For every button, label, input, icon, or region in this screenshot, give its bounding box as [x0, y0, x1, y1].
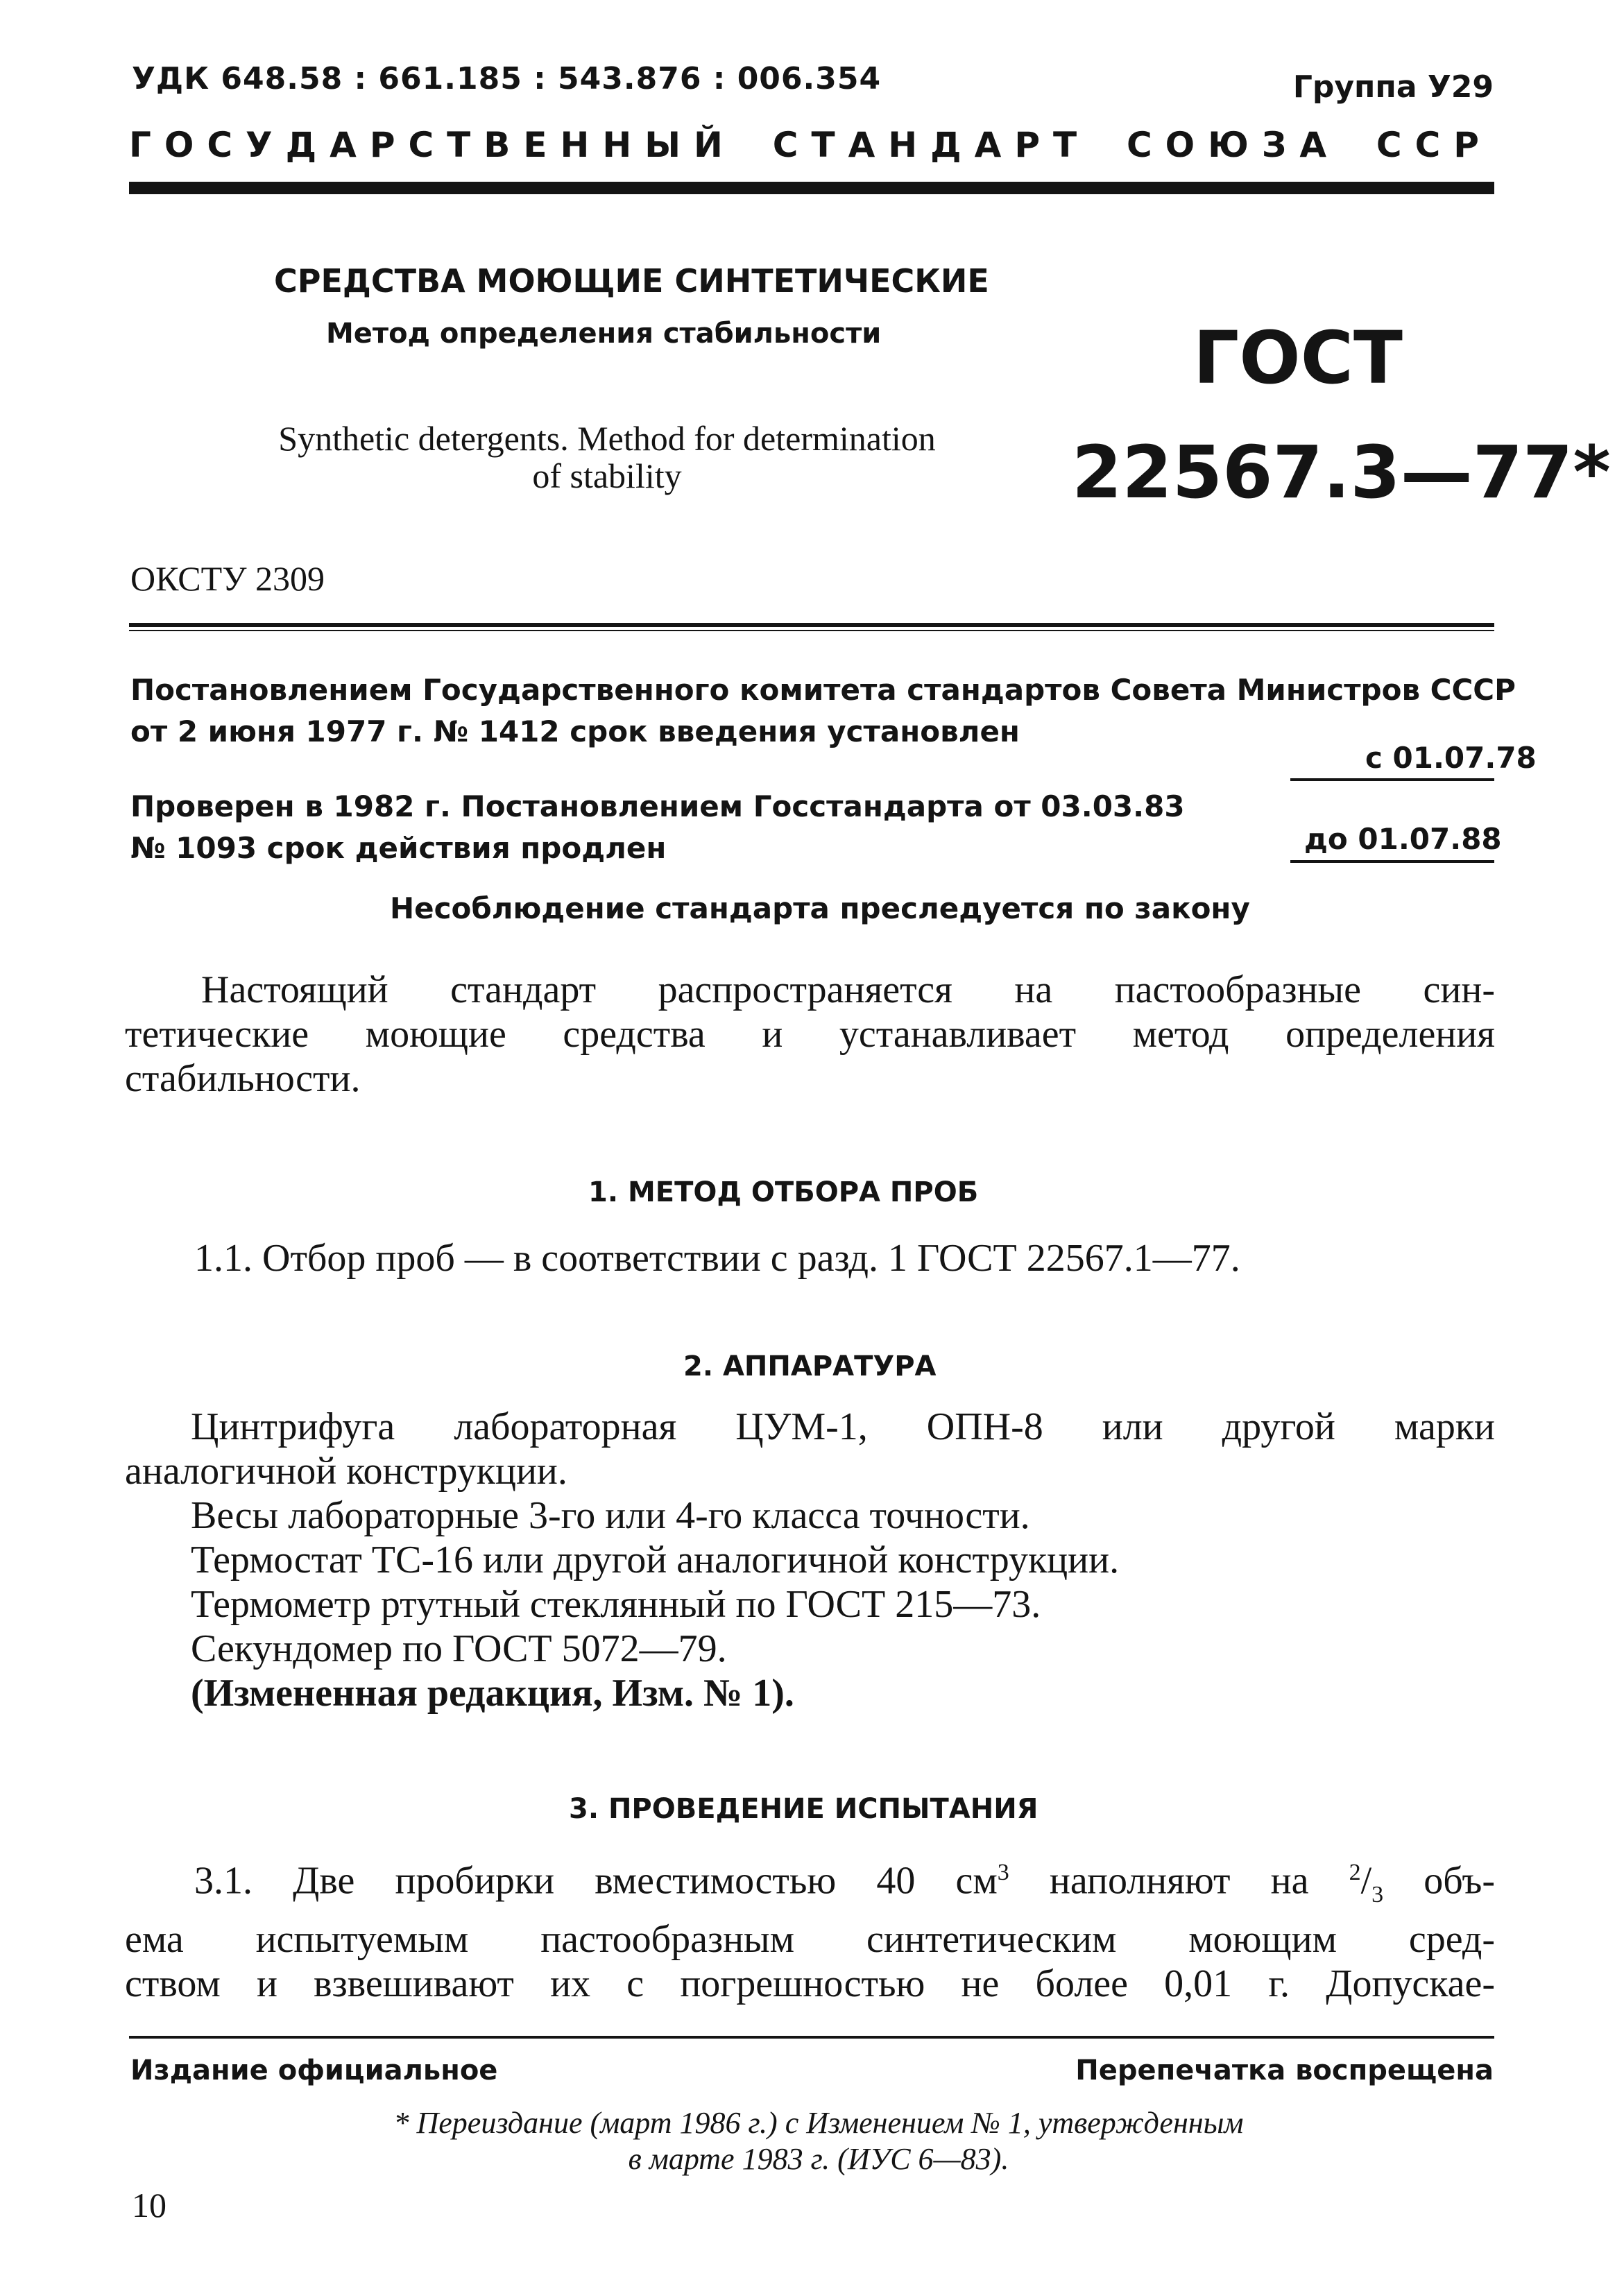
section-3-heading: 3. ПРОВЕДЕНИЕ ИСПЫТАНИЯ — [569, 1793, 1038, 1825]
resolution-text — [130, 669, 1516, 753]
reprint-prohibited-label: Перепечатка воспрещена — [1075, 2055, 1494, 2086]
english-title — [215, 420, 999, 495]
title-divider-thin — [129, 630, 1494, 631]
section-3-line-1-b: наполняют на — [1009, 1859, 1349, 1903]
intro-line-3: стабильности. — [125, 1057, 361, 1100]
apparatus-line-2: аналогичной конструкции. — [125, 1450, 567, 1493]
section-1-paragraph: 1.1. Отбор проб — в соответствии с разд. 1 ГОСТ 22567.1—77. — [194, 1237, 1240, 1280]
intro-paragraph — [125, 968, 1495, 1101]
effective-date-rule — [1290, 778, 1494, 781]
fraction-denominator: 3 — [1371, 1881, 1384, 1908]
intro-line-1: Настоящий стандарт распространяется на пастообразные син- — [201, 968, 1495, 1011]
document-subtitle: Метод определения стабильности — [326, 318, 882, 350]
oksty-code: ОКСТУ 2309 — [130, 559, 325, 598]
checked-line-2: № 1093 срок действия продлен — [130, 831, 667, 865]
banner-word-2: СТАНДАРТ — [772, 125, 1091, 165]
intro-line-2: тетические моющие средства и устанавливает метод определения — [125, 1013, 1495, 1056]
section-3-line-1-a: 3.1. Две пробирки вместимостью 40 см — [194, 1859, 998, 1903]
section-3-line-3: ством и взвешивают их с погрешностью не более 0,01 г. Допускае- — [125, 1962, 1495, 2005]
resolution-line-1: Постановлением Государственного комитета стандартов Совета Министров СССР — [130, 673, 1516, 707]
apparatus-line-4: Термостат ТС-16 или другой аналогичной конструкции. — [191, 1538, 1120, 1581]
checked-line-1: Проверен в 1982 г. Постановлением Госстандарта от 03.03.83 — [130, 789, 1185, 823]
checked-text — [130, 786, 1185, 869]
official-edition-label: Издание официальное — [130, 2055, 498, 2086]
footer-rule — [129, 2036, 1494, 2039]
state-standard-banner — [129, 125, 1492, 165]
section-3-paragraph — [125, 1851, 1495, 2006]
banner-word-4: ССР — [1376, 125, 1492, 165]
apparatus-list — [125, 1405, 1495, 1715]
fraction-numerator: 2 — [1349, 1860, 1361, 1885]
expiry-date: до 01.07.88 — [1304, 822, 1502, 856]
fraction-slash: / — [1360, 1859, 1372, 1903]
page-number: 10 — [132, 2186, 166, 2224]
group-code: Группа У29 — [1292, 69, 1494, 105]
reissue-footnote — [264, 2105, 1374, 2177]
gost-number: 22567.3—77* — [1072, 430, 1611, 515]
cm3-superscript: 3 — [997, 1860, 1009, 1885]
gost-label: ГОСТ — [1193, 316, 1403, 400]
document-title: СРЕДСТВА МОЮЩИЕ СИНТЕТИЧЕСКИЕ — [274, 262, 989, 300]
english-title-line-2: of stability — [532, 456, 682, 495]
footnote-line-1: * Переиздание (март 1986 г.) с Изменением № 1, утвержденным — [393, 2106, 1244, 2140]
banner-word-3: СОЮЗА — [1126, 125, 1340, 165]
apparatus-line-5: Термометр ртутный стеклянный по ГОСТ 215—73. — [191, 1583, 1041, 1626]
effective-date: с 01.07.78 — [1365, 741, 1537, 775]
header-thick-rule — [129, 182, 1494, 194]
title-divider — [129, 623, 1494, 627]
expiry-date-rule — [1290, 860, 1494, 863]
section-3-line-2: ема испытуемым пастообразным синтетическим моющим сред- — [125, 1917, 1495, 1961]
apparatus-line-3: Весы лабораторные 3-го или 4-го класса точности. — [191, 1494, 1030, 1537]
apparatus-line-1: Цинтрифуга лабораторная ЦУМ-1, ОПН-8 или другой марки — [191, 1405, 1495, 1448]
section-2-heading: 2. АППАРАТУРА — [683, 1351, 937, 1382]
resolution-line-2: от 2 июня 1977 г. № 1412 срок введения установлен — [130, 714, 1020, 748]
legal-notice: Несоблюдение стандарта преследуется по закону — [390, 891, 1250, 925]
section-3-line-1-c: объ- — [1383, 1859, 1495, 1903]
udk-code: УДК 648.58 : 661.185 : 543.876 : 006.354 — [132, 61, 882, 96]
english-title-line-1: Synthetic detergents. Method for determination — [278, 419, 936, 458]
section-1-heading: 1. МЕТОД ОТБОРА ПРОБ — [588, 1176, 979, 1208]
banner-word-1: ГОСУДАРСТВЕННЫЙ — [129, 125, 736, 165]
apparatus-line-6: Секундомер по ГОСТ 5072—79. — [191, 1627, 727, 1670]
section-3-line-1 — [125, 1851, 1495, 1917]
amendment-note: (Измененная редакция, Изм. № 1). — [191, 1672, 794, 1715]
footnote-line-2: в марте 1983 г. (ИУС 6—83). — [628, 2142, 1009, 2176]
